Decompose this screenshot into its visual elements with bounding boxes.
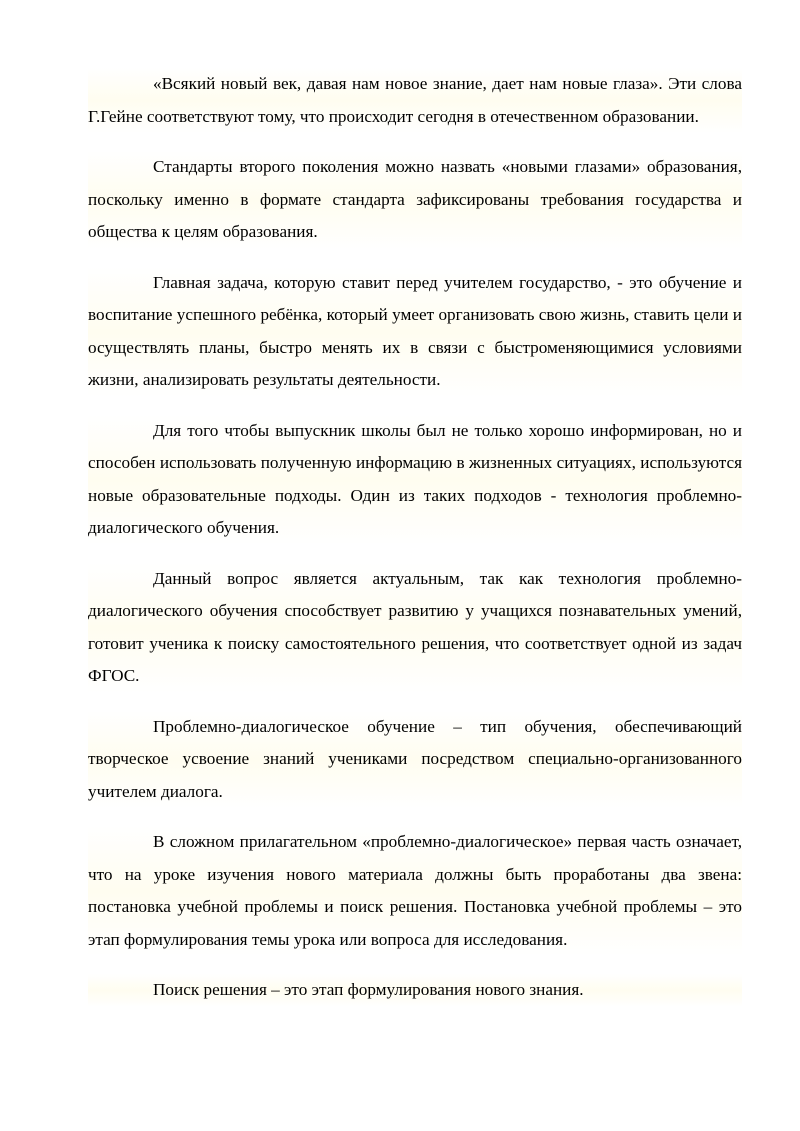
paragraph-6: Проблемно-диалогическое обучение – тип обучения, обеспечивающий творческое усвоение знаний учениками посредством специально-организованного учителем диалога. — [88, 711, 742, 809]
paragraph-3: Главная задача, которую ставит перед учителем государство, - это обучение и воспитание успешного ребёнка, который умеет организовать свою жизнь, ставить цели и осуществлять планы, быстро менять их в связи с быстроменяющимися условиями жизни, анализировать результаты деятельности. — [88, 267, 742, 397]
paragraph-2: Стандарты второго поколения можно назвать «новыми глазами» образования, поскольку именно в формате стандарта зафиксированы требования государства и общества к целям образования. — [88, 151, 742, 249]
paragraph-7: В сложном прилагательном «проблемно-диалогическое» первая часть означает, что на уроке изучения нового материала должны быть проработаны два звена: постановка учебной проблемы и поиск решения. Постановка учебной проблемы – это этап формулирования темы урока или вопроса для исследования. — [88, 826, 742, 956]
paragraph-5: Данный вопрос является актуальным, так как технология проблемно-диалогического обучения способствует развитию у учащихся познавательных умений, готовит ученика к поиску самостоятельного решения, что соответствует одной из задач ФГОС. — [88, 563, 742, 693]
paragraph-1: «Всякий новый век, давая нам новое знание, дает нам новые глаза». Эти слова Г.Гейне соответствуют тому, что происходит сегодня в отечественном образовании. — [88, 68, 742, 133]
paragraph-4: Для того чтобы выпускник школы был не только хорошо информирован, но и способен использовать полученную информацию в жизненных ситуациях, используются новые образовательные подходы. Один из таких подходов - технология проблемно-диалогического обучения. — [88, 415, 742, 545]
paragraph-8: Поиск решения – это этап формулирования нового знания. — [88, 974, 742, 1007]
